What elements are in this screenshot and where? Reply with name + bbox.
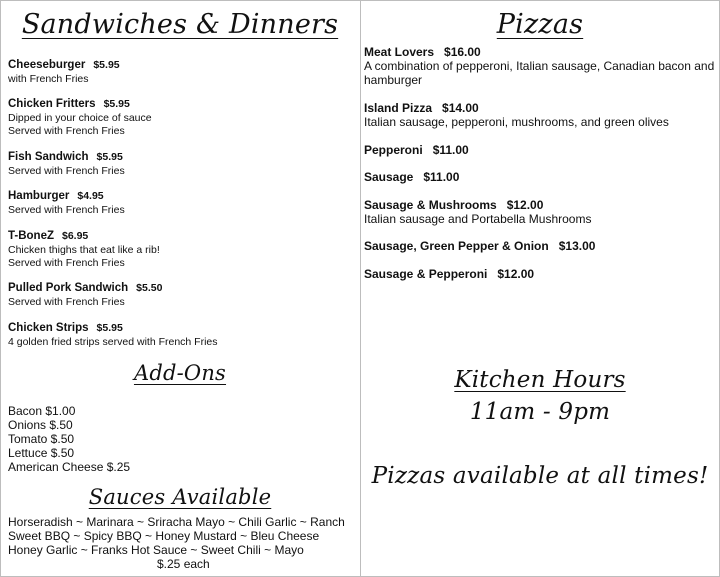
item-name: Sausage & Mushrooms: [364, 198, 497, 212]
sauces-list: [8, 515, 345, 571]
item-desc: 4 golden fried strips served with French Fries: [8, 335, 218, 348]
addon-item: Lettuce $.50: [8, 446, 75, 460]
item-name: Sausage, Green Pepper & Onion: [364, 239, 549, 253]
item-name: Chicken Fritters: [8, 98, 96, 110]
sauce-line: Horseradish ~ Marinara ~ Sriracha Mayo ~ Chili Garlic ~ Ranch: [8, 515, 345, 529]
item-desc: hamburger: [364, 73, 423, 87]
item-price: $12.00: [497, 267, 535, 281]
pizza-pepperoni: [364, 143, 716, 157]
item-desc: Chicken thighs that eat like a rib!: [8, 243, 160, 256]
pizza-availability-note: Pizzas available at all times!: [371, 463, 709, 489]
menu-item-fish-sandwich: [8, 151, 125, 178]
item-name: Cheeseburger: [8, 59, 86, 71]
item-desc: Italian sausage, pepperoni, mushrooms, and green olives: [364, 115, 669, 129]
addon-item: Onions $.50: [8, 418, 73, 432]
item-price: $11.00: [423, 170, 460, 184]
item-price: $4.95: [77, 190, 104, 202]
item-name: Sausage: [364, 170, 414, 184]
item-name: T-BoneZ: [8, 230, 54, 242]
pizza-island: [364, 101, 716, 129]
item-price: $12.00: [506, 198, 544, 212]
item-desc: Dipped in your choice of sauce: [8, 111, 152, 124]
menu-item-cheeseburger: [8, 59, 120, 86]
item-name: Sausage & Pepperoni: [364, 267, 488, 281]
item-desc: Served with French Fries: [8, 203, 125, 216]
addon-item: Bacon $1.00: [8, 404, 76, 418]
item-desc: Italian sausage and Portabella Mushrooms: [364, 212, 592, 226]
sandwiches-column: [1, 1, 359, 576]
item-desc: A combination of pepperoni, Italian sausage, Canadian bacon and: [364, 59, 715, 73]
item-name: Pulled Pork Sandwich: [8, 282, 129, 294]
pizza-sausage-green-pepper-onion: [364, 239, 716, 253]
item-desc: Served with French Fries: [8, 164, 125, 177]
menu-item-t-bonez: [8, 230, 160, 271]
pizzas-title: Pizzas: [496, 9, 584, 40]
item-desc: with French Fries: [8, 72, 89, 85]
item-desc: Served with French Fries: [8, 125, 125, 137]
menu-item-chicken-fritters: [8, 98, 152, 139]
item-price: $5.95: [96, 322, 123, 334]
kitchen-hours-title: Kitchen Hours: [454, 367, 626, 393]
kitchen-hours: 11am - 9pm: [469, 399, 611, 425]
item-price: $13.00: [558, 239, 596, 253]
item-price: $6.95: [62, 230, 89, 242]
item-price: $5.95: [103, 98, 130, 110]
pizzas-column: [361, 1, 719, 576]
menu-item-hamburger: [8, 190, 125, 217]
item-price: $14.00: [442, 101, 479, 115]
menu-item-chicken-strips: [8, 322, 218, 349]
addons-list: [8, 404, 130, 474]
addon-item: Tomato $.50: [8, 432, 75, 446]
item-name: Chicken Strips: [8, 322, 89, 334]
pizza-sausage-mushrooms: [364, 198, 716, 226]
item-price: $5.95: [96, 151, 123, 163]
sauce-line: Honey Garlic ~ Franks Hot Sauce ~ Sweet Chili ~ Mayo: [8, 543, 304, 557]
item-price: $5.95: [93, 59, 120, 71]
pizza-meat-lovers: [364, 45, 716, 87]
sauce-price: $.25 each: [157, 557, 210, 571]
sauces-title: Sauces Available: [88, 485, 272, 509]
item-desc: Served with French Fries: [8, 295, 125, 308]
item-name: Pepperoni: [364, 143, 423, 157]
addons-title: Add-Ons: [133, 361, 227, 385]
item-price: $5.50: [136, 282, 163, 294]
item-price: $11.00: [432, 143, 469, 157]
menu-item-pulled-pork: [8, 282, 162, 309]
item-name: Hamburger: [8, 190, 70, 202]
addon-item: American Cheese $.25: [8, 460, 131, 474]
item-name: Meat Lovers: [364, 45, 435, 59]
pizza-sausage: [364, 170, 716, 184]
sandwiches-title: Sandwiches & Dinners: [21, 9, 339, 40]
item-desc: Served with French Fries: [8, 257, 125, 269]
sauce-line: Sweet BBQ ~ Spicy BBQ ~ Honey Mustard ~ Bleu Cheese: [8, 529, 320, 543]
item-name: Fish Sandwich: [8, 151, 89, 163]
pizza-sausage-pepperoni: [364, 267, 716, 281]
item-price: $16.00: [444, 45, 481, 59]
item-name: Island Pizza: [364, 101, 433, 115]
